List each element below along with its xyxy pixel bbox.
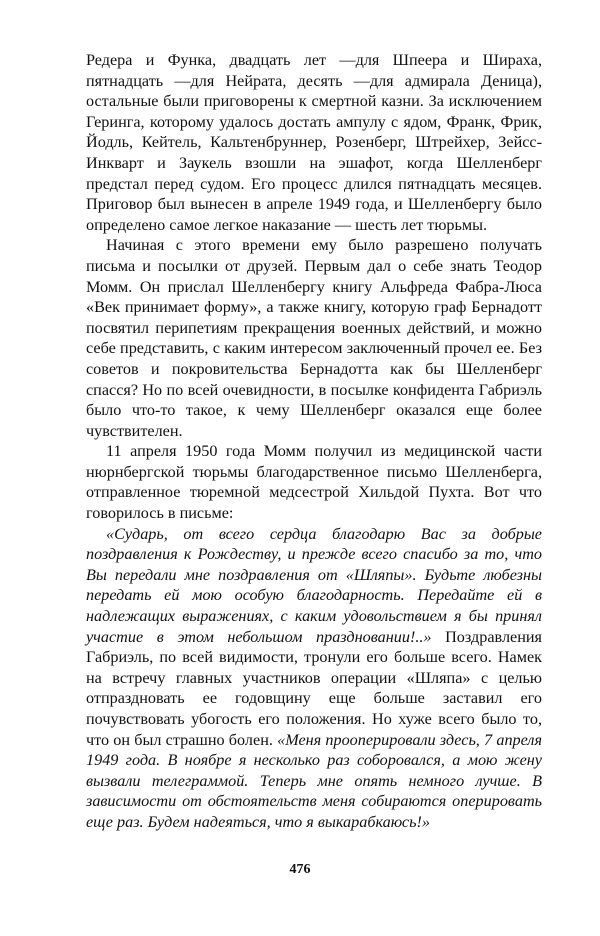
paragraph-1: Редера и Функа, двадцать лет —для Шпеера и Шираха, пятнадцать —для Нейрата, десять —для адмирала Деница), остальные были приговорены к смертной казни. За исключением Геринга, которому удалось достать ампулу с ядом, Франк, Фрик, Йодль, Кейтель, Кальтенбруннер, Розенберг, Штрейхер, Зейсс-Инкварт и Заукель взошли на эшафот, когда Шелленберг предстал перед судом. Его процесс длился пятнадцать месяцев. Приговор был вынесен в апреле 1949 года, и Шелленбергу было определено самое легкое наказание — шесть лет тюрьмы. [86,51,542,234]
paragraph-4-text: Поздравления Габриэль, по всей видимости, тронули его больше всего. Намек на встречу главных участников операции «Шляпа» с целью отпраздновать ее годовщину еще больше заставил его почувствовать убогость его положения. Но хуже всего было то, что он был страшно болен. [86,627,542,749]
letter-quote-2: «Меня прооперировали здесь, 7 апреля 1949 года. В ноябре я несколько раз соборовался, а мою жену вызвали телеграммой. Теперь мне опять немного лучше. В зависимости от обстоятельств меня собираются оперировать еще раз. Будем надеяться, что я выкарабкаюсь!» [86,730,542,831]
letter-quote-1: «Сударь, от всего сердца благодарю Вас за добрые поздравления к Рождеству, и прежде всего спасибо за то, что Вы передали мне поздравления от «Шляпы». Будьте любезны передать ей мою особую благодарность. Передайте ей в надлежащих выражениях, с каким удовольствием я бы принял участие в этом небольшом праздновании!..» [86,524,542,646]
page-text [86,50,542,833]
page-number: 476 [289,862,311,877]
paragraph-3: 11 апреля 1950 года Момм получил из медицинской части нюрнбергской тюрьмы благодарственное письмо Шелленберга, отправленное тюремной медсестрой Хильдой Пухта. Вот что говорилось в письме: [86,442,542,523]
paragraph-2: Начиная с этого времени ему было разрешено получать письма и посылки от друзей. Первым дал о себе знать Теодор Момм. Он прислал Шелленбергу книгу Альфреда Фабра-Люса «Век принимает форму», а также книгу, которую граф Бернадотт посвятил перипетиям прекращения военных действий, и можно себе представить, с каким интересом заключенный прочел ее. Без советов и покровительства Бернадотта как бы Шелленберг спасся? Но по всей очевидности, в посылке конфидента Габриэль было что-то такое, к чему Шелленберг оказался еще более чувствителен. [86,236,542,440]
paragraph-4 [86,524,542,833]
